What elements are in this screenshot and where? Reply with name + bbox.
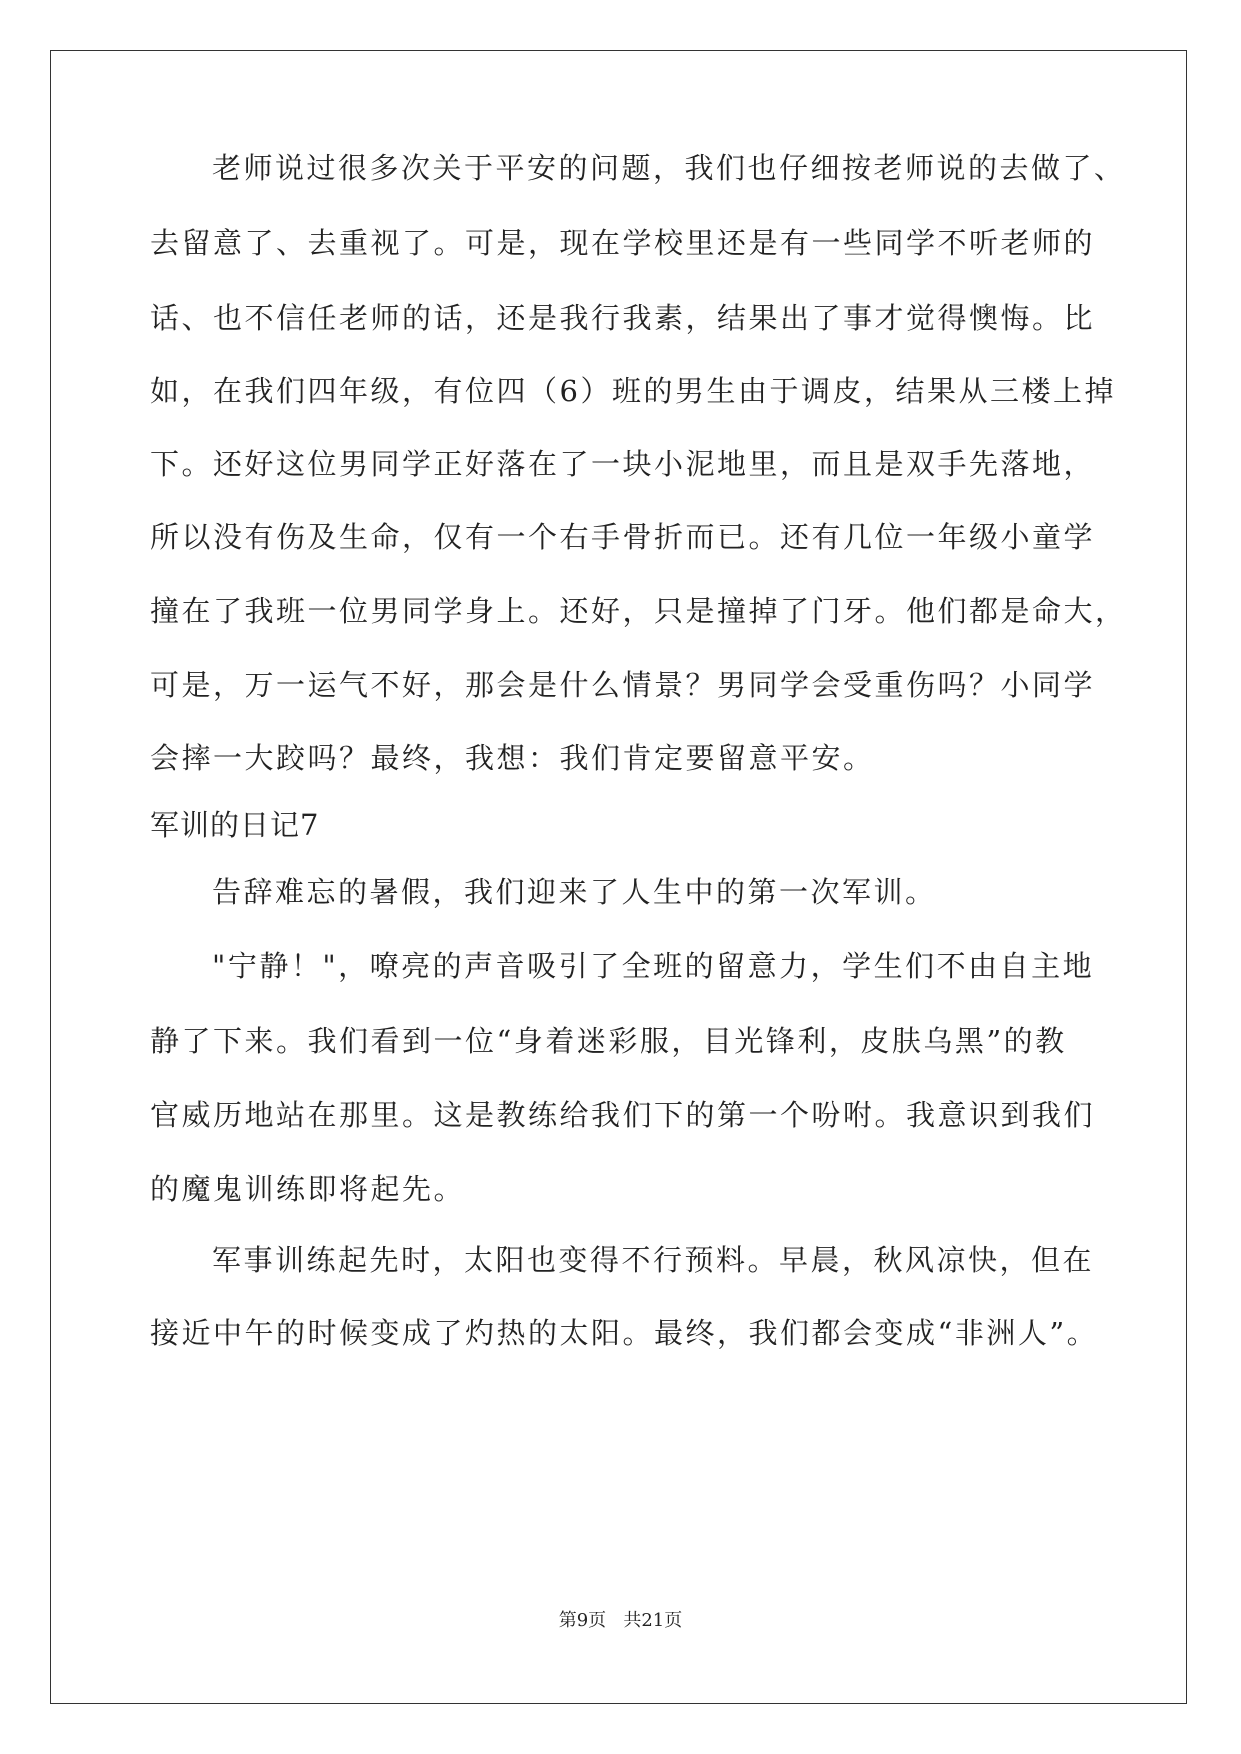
paragraph-line: 话、也不信任老师的话，还是我行我素，结果出了事才觉得懊悔。比: [150, 301, 1096, 335]
paragraph-line: 军事训练起先时，太阳也变得不行预料。早晨，秋风凉快，但在: [212, 1243, 1095, 1277]
paragraph-line: 的魔鬼训练即将起先。: [150, 1172, 466, 1206]
paragraph-line: 可是，万一运气不好，那会是什么情景？男同学会受重伤吗？小同学: [150, 668, 1096, 702]
paragraph-line: 官威历地站在那里。这是教练给我们下的第一个吩咐。我意识到我们: [150, 1098, 1096, 1132]
paragraph-line: 接近中午的时候变成了灼热的太阳。最终，我们都会变成“非洲人”。: [150, 1316, 1099, 1350]
page-number: 第9页: [558, 1610, 607, 1631]
paragraph-line: 所以没有伤及生命，仅有一个右手骨折而已。还有几位一年级小童学: [150, 520, 1096, 554]
paragraph-line: 去留意了、去重视了。可是，现在学校里还是有一些同学不听老师的: [150, 226, 1096, 260]
paragraph-line: 下。还好这位男同学正好落在了一块小泥地里，而且是双手先落地，: [150, 447, 1096, 481]
paragraph-line: 如，在我们四年级，有位四（6）班的男生由于调皮，结果从三楼上掉: [150, 374, 1116, 408]
paragraph-line: 静了下来。我们看到一位“身着迷彩服，目光锋利，皮肤乌黑”的教: [150, 1024, 1067, 1058]
page-total: 共21页: [623, 1610, 683, 1631]
paragraph-line: 告辞难忘的暑假，我们迎来了人生中的第一次军训。: [212, 875, 937, 909]
paragraph-line: 撞在了我班一位男同学身上。还好，只是撞掉了门牙。他们都是命大，: [150, 594, 1127, 628]
paragraph-line: 老师说过很多次关于平安的问题，我们也仔细按老师说的去做了、: [212, 151, 1126, 185]
paragraph-line: "宁静！"，嘹亮的声音吸引了全班的留意力，学生们不由自主地: [212, 949, 1095, 983]
paragraph-line: 会摔一大跤吗？最终，我想：我们肯定要留意平安。: [150, 741, 875, 775]
page-footer: [0, 1606, 1241, 1632]
section-heading: 军训的日记7: [150, 808, 320, 842]
